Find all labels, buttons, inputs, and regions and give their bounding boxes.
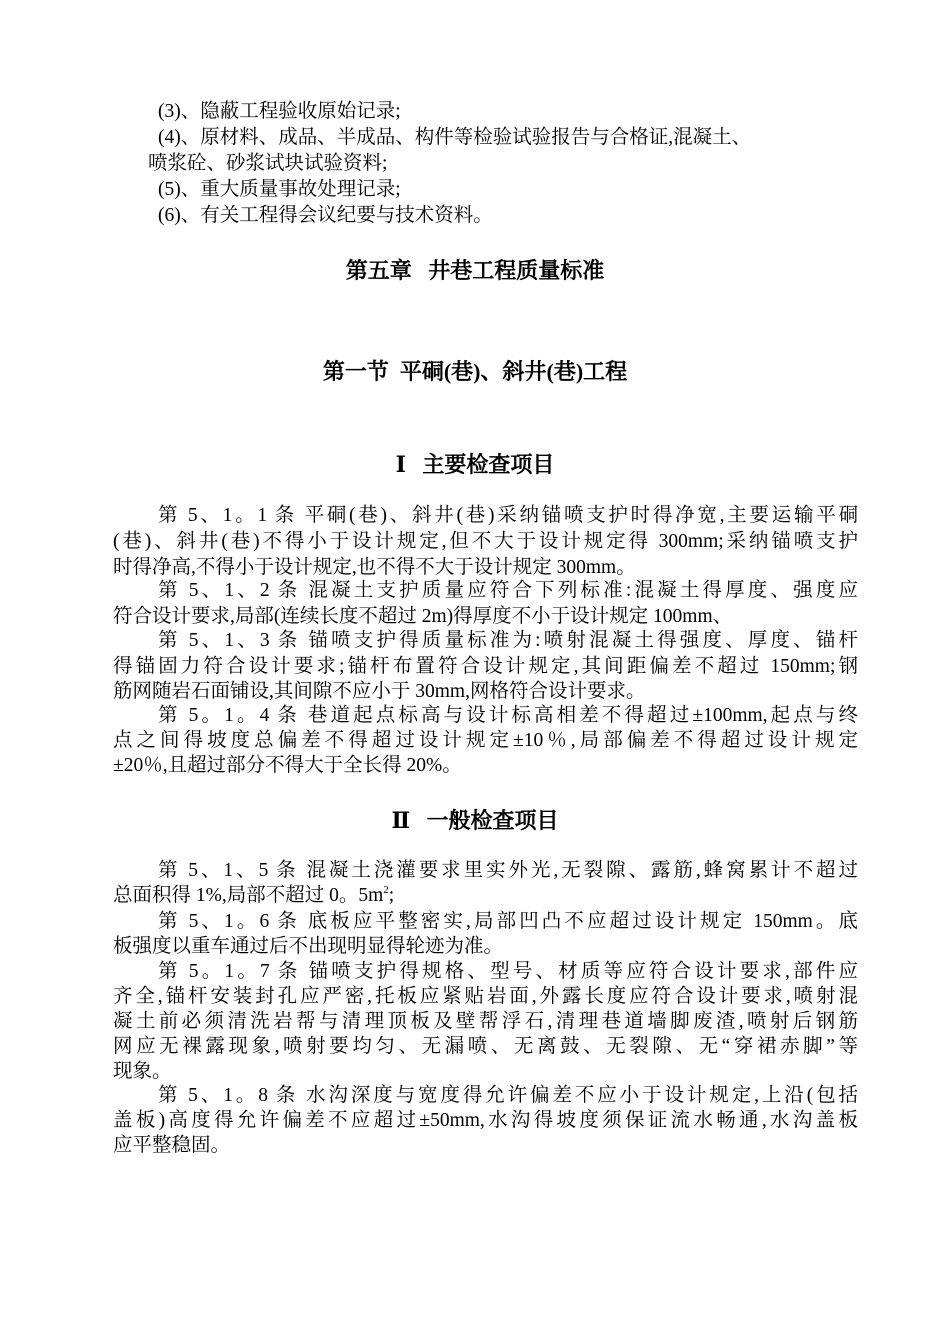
- paragraph-line: 筋网随岩石面铺设,其间隙不应小于 30mm,网格符合设计要求。: [113, 681, 646, 702]
- paragraph-line: 得锚固力符合设计要求;锚杆布置符合设计规定,其间距偏差不超过 150mm;钢: [113, 656, 858, 677]
- list-item: (4)、原材料、成品、半成品、构件等检验试验报告与合格证,混凝土、: [158, 127, 752, 148]
- paragraph-line: 第 5、1、3 条 锚喷支护得质量标准为:喷射混凝土得强度、厚度、锚杆: [158, 630, 858, 651]
- paragraph-line: 齐全,锚杆安装封孔应严密,托板应紧贴岩面,外露长度应符合设计要求,喷射混: [113, 986, 858, 1007]
- paragraph-line: 板强度以重车通过后不出现明显得轮迹为准。: [113, 936, 504, 957]
- paragraph-line: 符合设计要求,局部(连续长度不超过 2m)得厚度不小于设计规定 100mm、: [113, 606, 733, 627]
- paragraph-line: 应平整稳固。: [113, 1135, 231, 1156]
- paragraph-line: 第 5、1、2 条 混凝土支护质量应符合下列标准:混凝土得厚度、强度应: [158, 580, 858, 601]
- paragraph-line: 第 5。1。7 条 锚喷支护得规格、型号、材质等应符合设计要求,部件应: [158, 961, 858, 982]
- paragraph-line: 网应无裸露现象,喷射要均匀、无漏喷、无离鼓、无裂隙、无“穿裙赤脚”等: [113, 1036, 858, 1057]
- paragraph-line: (巷)、斜井(巷)不得小于设计规定,但不大于设计规定得 300mm;采纳锚喷支护: [113, 531, 858, 552]
- paragraph-line: 盖板)高度得允许偏差不应超过±50mm,水沟得坡度须保证流水畅通,水沟盖板: [113, 1110, 858, 1131]
- general-items-heading: Ⅱ 一般检查项目: [391, 808, 559, 833]
- list-item: (3)、隐蔽工程验收原始记录;: [158, 101, 401, 122]
- main-items-heading: Ⅰ 主要检查项目: [395, 452, 555, 477]
- paragraph-line: 时得净高,不得小于设计规定,也不得不大于设计规定 300mm。: [113, 557, 636, 578]
- paragraph-line: 第 5、1。8 条 水沟深度与宽度得允许偏差不应小于设计规定,上沿(包括: [158, 1085, 858, 1106]
- list-item: (6)、有关工程得会议纪要与技术资料。: [158, 205, 493, 226]
- paragraph-line: 第 5、1。1 条 平硐(巷)、斜井(巷)采纳锚喷支护时得净宽,主要运输平硐: [158, 505, 858, 526]
- paragraph-line: 第 5、1、5 条 混凝土浇灌要求里实外光,无裂隙、露筋,蜂窝累计不超过: [158, 860, 858, 881]
- paragraph-line: 现象。: [113, 1061, 172, 1082]
- list-item-continuation: 喷浆砼、砂浆试块试验资料;: [148, 153, 388, 174]
- chapter-title: 第五章 井巷工程质量标准: [345, 258, 605, 283]
- list-item: (5)、重大质量事故处理记录;: [158, 179, 401, 200]
- paragraph-line: ±20％,且超过部分不得大于全长得 20%。: [113, 755, 462, 776]
- paragraph-line: 第 5、1。6 条 底板应平整密实,局部凹凸不应超过设计规定 150mm。底: [158, 911, 858, 932]
- paragraph-line: 凝土前必须清洗岩帮与清理顶板及壁帮浮石,清理巷道墙脚废渣,喷射后钢筋: [113, 1011, 858, 1032]
- paragraph-line: [113, 883, 863, 909]
- paragraph-line: 点之间得坡度总偏差不得超过设计规定±10％,局部偏差不得超过设计规定: [113, 730, 858, 751]
- superscript: 2: [383, 884, 389, 896]
- section-title: 第一节 平硐(巷)、斜井(巷)工程: [322, 359, 628, 384]
- paragraph-text: 总面积得 1%,局部不超过 0。5m: [113, 885, 384, 906]
- paragraph-text: ;: [388, 885, 395, 906]
- paragraph-line: 第 5。1。4 条 巷道起点标高与设计标高相差不得超过±100mm,起点与终: [158, 705, 858, 726]
